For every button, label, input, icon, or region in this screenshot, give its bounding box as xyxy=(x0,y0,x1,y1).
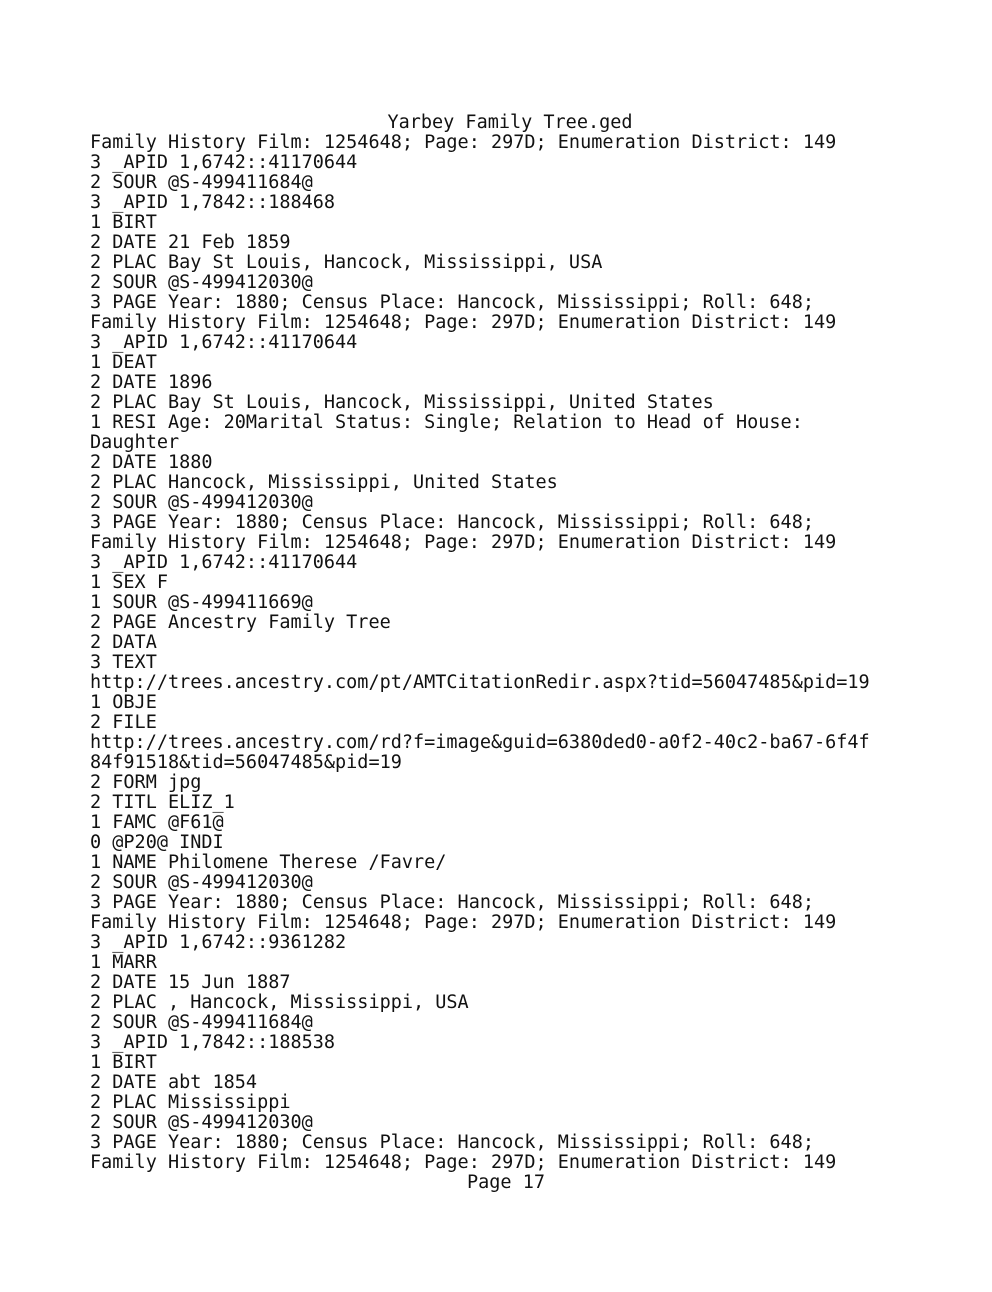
text-line: 2 DATE 1896 xyxy=(90,372,213,393)
text-line: 2 DATA xyxy=(90,632,157,653)
text-line: 1 MARR xyxy=(90,952,157,973)
text-line: 2 SOUR @S-499412030@ xyxy=(90,492,313,513)
text-line: 2 PLAC Bay St Louis, Hancock, Mississippi, United States xyxy=(90,392,714,413)
text-line: 2 FILE xyxy=(90,712,157,733)
text-line: 3 _APID 1,6742::41170644 xyxy=(90,152,358,173)
text-line: 2 SOUR @S-499411684@ xyxy=(90,1012,313,1033)
document-title: Yarbey Family Tree.ged xyxy=(387,112,633,133)
text-line: 1 FAMC @F61@ xyxy=(90,812,224,833)
text-line: 2 PLAC , Hancock, Mississippi, USA xyxy=(90,992,469,1013)
page-number: Page 17 xyxy=(467,1172,545,1193)
text-line: 3 TEXT xyxy=(90,652,157,673)
text-line: 3 PAGE Year: 1880; Census Place: Hancock, Mississippi; Roll: 648; xyxy=(90,292,814,313)
document-body xyxy=(90,133,970,1173)
text-line: 2 SOUR @S-499412030@ xyxy=(90,272,313,293)
url-line: http://trees.ancestry.com/rd?f=image&guid=6380ded0-a0f2-40c2-ba67-6f4f xyxy=(90,732,870,753)
text-line: 3 PAGE Year: 1880; Census Place: Hancock, Mississippi; Roll: 648; xyxy=(90,1132,814,1153)
text-line: Family History Film: 1254648; Page: 297D; Enumeration District: 149 xyxy=(90,912,837,933)
text-line: 2 PAGE Ancestry Family Tree xyxy=(90,612,391,633)
text-line: 3 PAGE Year: 1880; Census Place: Hancock, Mississippi; Roll: 648; xyxy=(90,512,814,533)
text-line: 1 SOUR @S-499411669@ xyxy=(90,592,313,613)
text-line: 1 RESI Age: 20Marital Status: Single; Relation to Head of House: xyxy=(90,412,803,433)
text-line: 1 BIRT xyxy=(90,1052,157,1073)
text-line: 0 @P20@ INDI xyxy=(90,832,224,853)
text-line: 2 PLAC Bay St Louis, Hancock, Mississippi, USA xyxy=(90,252,603,273)
text-line: 2 DATE 1880 xyxy=(90,452,213,473)
text-line: 1 SEX F xyxy=(90,572,168,593)
text-line: 1 OBJE xyxy=(90,692,157,713)
text-line: 3 PAGE Year: 1880; Census Place: Hancock, Mississippi; Roll: 648; xyxy=(90,892,814,913)
text-line: 1 NAME Philomene Therese /Favre/ xyxy=(90,852,447,873)
url-line: http://trees.ancestry.com/pt/AMTCitationRedir.aspx?tid=56047485&pid=19 xyxy=(90,672,870,693)
text-line: 2 SOUR @S-499412030@ xyxy=(90,1112,313,1133)
text-line: 3 _APID 1,6742::41170644 xyxy=(90,332,358,353)
text-line: 3 _APID 1,6742::41170644 xyxy=(90,552,358,573)
text-line: 2 DATE 15 Jun 1887 xyxy=(90,972,291,993)
url-line: 84f91518&tid=56047485&pid=19 xyxy=(90,752,402,773)
text-line: 1 DEAT xyxy=(90,352,157,373)
text-line: Daughter xyxy=(90,432,180,453)
text-line: Family History Film: 1254648; Page: 297D; Enumeration District: 149 xyxy=(90,132,837,153)
text-line: 2 SOUR @S-499412030@ xyxy=(90,872,313,893)
text-line: 2 DATE 21 Feb 1859 xyxy=(90,232,291,253)
text-line: 1 BIRT xyxy=(90,212,157,233)
text-line: 3 _APID 1,7842::188468 xyxy=(90,192,336,213)
text-line: 2 TITL ELIZ_1 xyxy=(90,792,235,813)
text-line: Family History Film: 1254648; Page: 297D; Enumeration District: 149 xyxy=(90,532,837,553)
text-line: 2 PLAC Mississippi xyxy=(90,1092,291,1113)
text-line: 2 PLAC Hancock, Mississippi, United States xyxy=(90,472,558,493)
text-line: 2 FORM jpg xyxy=(90,772,202,793)
text-line: 3 _APID 1,6742::9361282 xyxy=(90,932,347,953)
text-line: 2 DATE abt 1854 xyxy=(90,1072,258,1093)
text-line: 3 _APID 1,7842::188538 xyxy=(90,1032,336,1053)
text-line: Family History Film: 1254648; Page: 297D; Enumeration District: 149 xyxy=(90,312,837,333)
text-line: 2 SOUR @S-499411684@ xyxy=(90,172,313,193)
text-line: Family History Film: 1254648; Page: 297D; Enumeration District: 149 xyxy=(90,1152,837,1173)
